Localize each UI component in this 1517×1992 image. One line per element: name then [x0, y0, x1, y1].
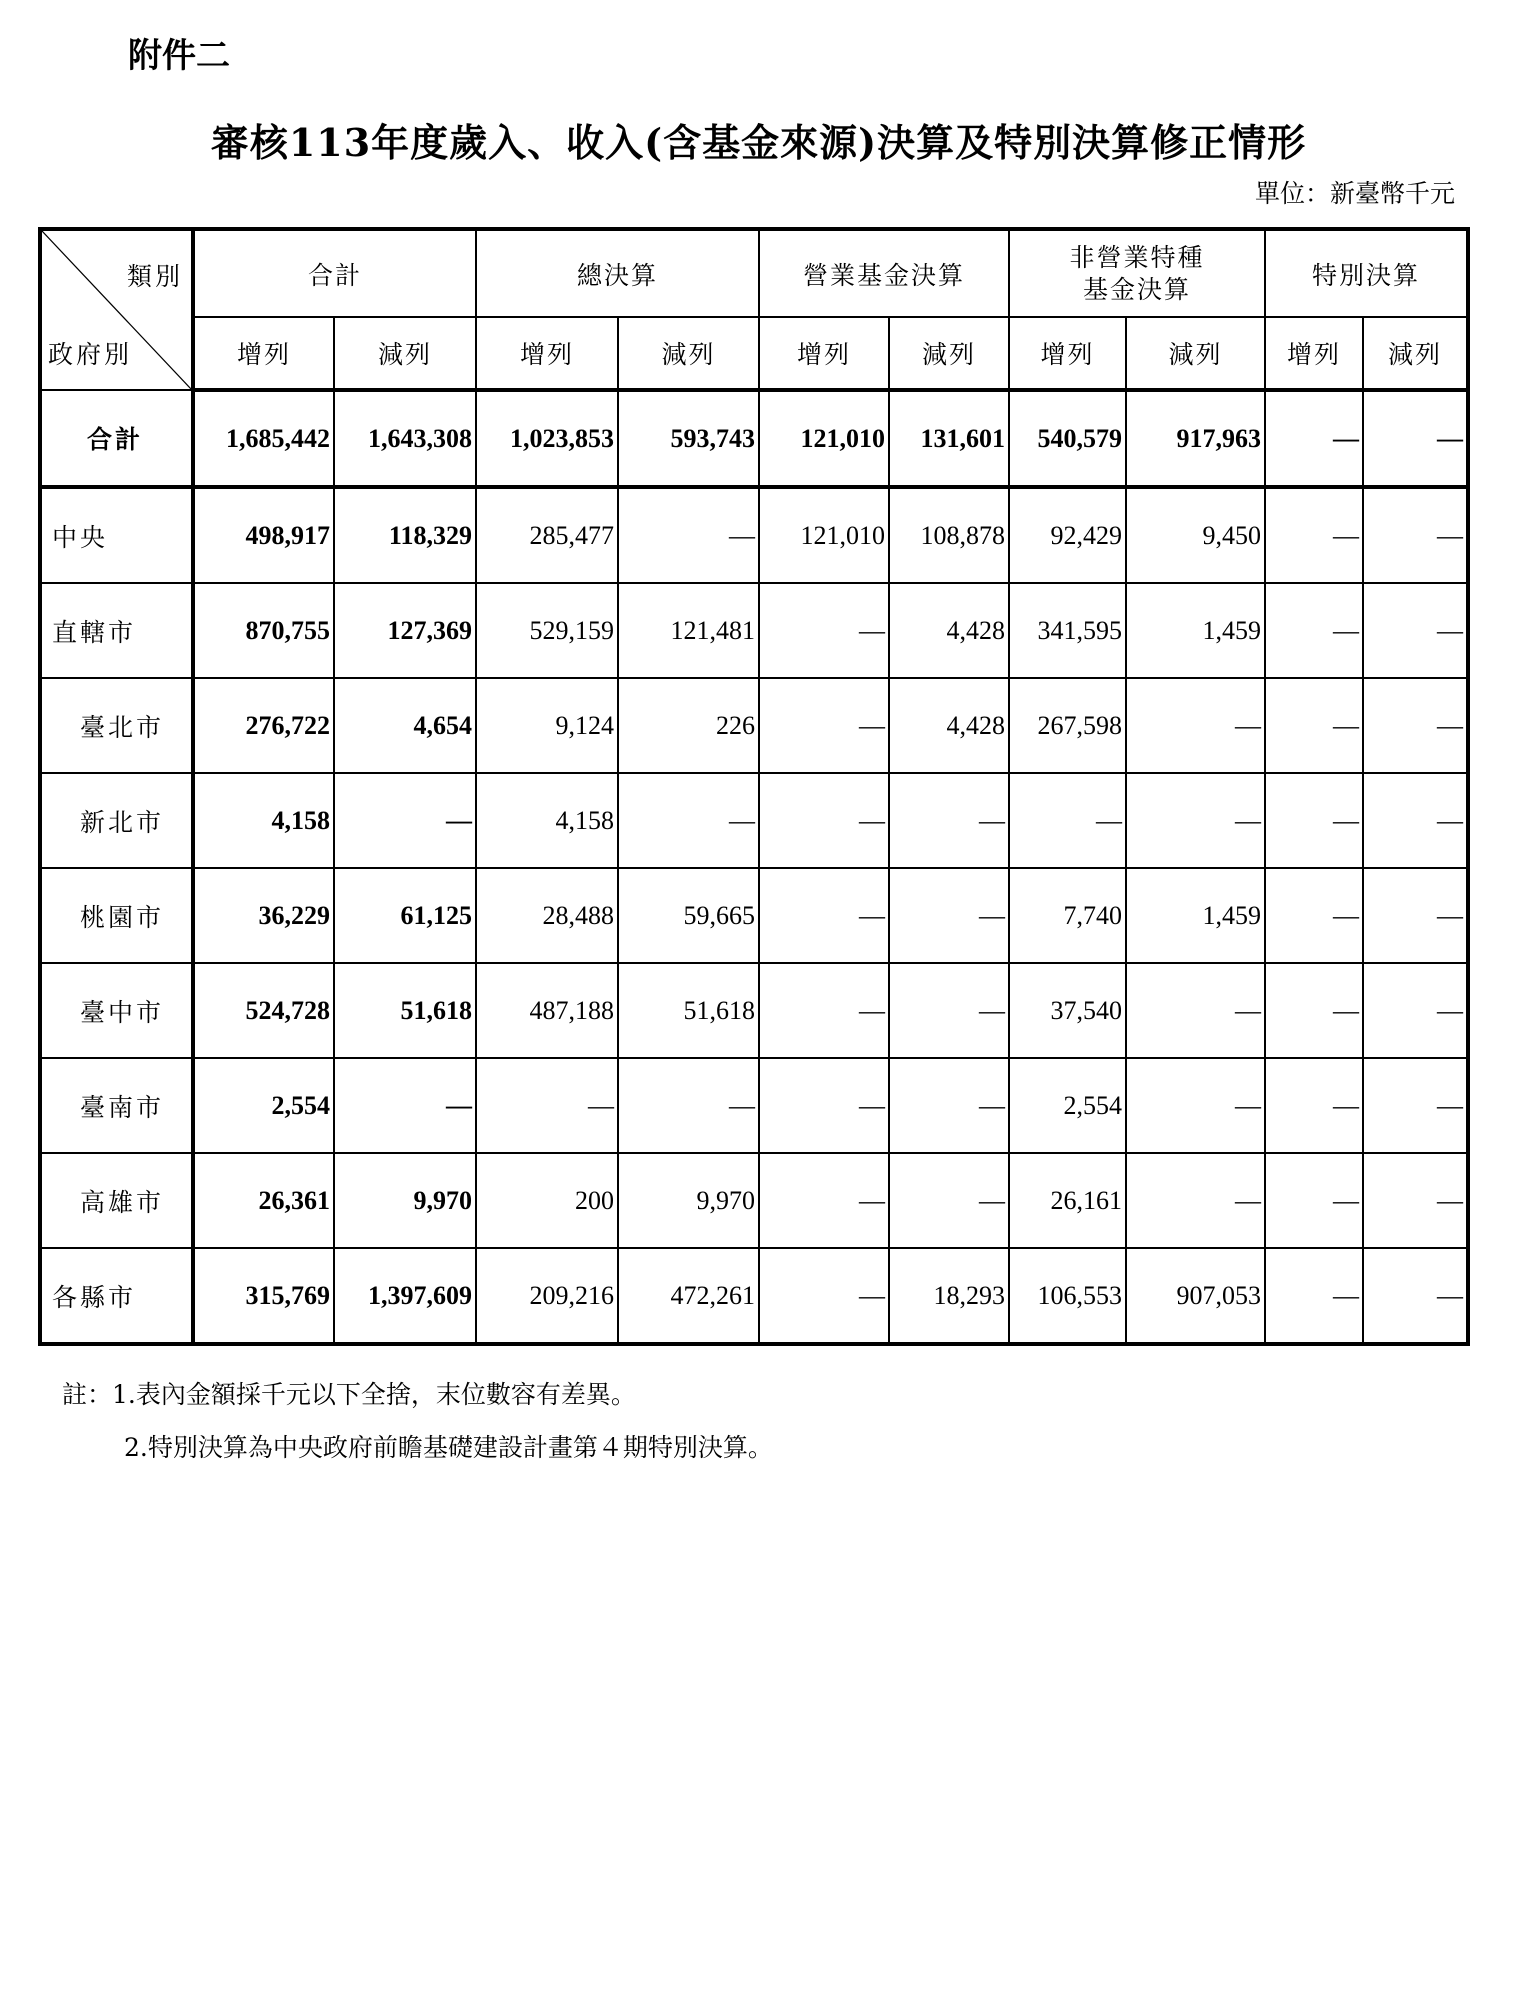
value-cell: —	[1265, 678, 1363, 773]
value-cell: —	[759, 1248, 889, 1344]
value-cell: 524,728	[193, 963, 334, 1058]
value-cell: —	[889, 1058, 1009, 1153]
value-cell: 2,554	[193, 1058, 334, 1153]
value-cell: 106,553	[1009, 1248, 1126, 1344]
group-general: 總決算	[476, 229, 759, 317]
value-cell: 226	[618, 678, 759, 773]
value-cell: —	[759, 1058, 889, 1153]
value-cell: —	[1363, 1153, 1468, 1248]
value-cell: —	[1363, 487, 1468, 583]
value-cell: —	[618, 487, 759, 583]
value-cell: 28,488	[476, 868, 618, 963]
value-cell: 18,293	[889, 1248, 1009, 1344]
value-cell: —	[759, 773, 889, 868]
note-2: 2.特別決算為中央政府前瞻基礎建設計畫第４期特別決算。	[124, 1433, 773, 1462]
table-row	[40, 963, 1468, 1058]
value-cell: 51,618	[618, 963, 759, 1058]
value-cell: 4,428	[889, 583, 1009, 678]
value-cell: 487,188	[476, 963, 618, 1058]
row-name: 高雄市	[40, 1153, 193, 1248]
value-cell: —	[759, 583, 889, 678]
value-cell: 121,481	[618, 583, 759, 678]
value-cell: 529,159	[476, 583, 618, 678]
value-cell: 127,369	[334, 583, 476, 678]
value-cell: 9,450	[1126, 487, 1265, 583]
value-cell: 267,598	[1009, 678, 1126, 773]
value-cell: —	[1363, 1058, 1468, 1153]
value-cell: 907,053	[1126, 1248, 1265, 1344]
subheader-increase: 增列	[759, 317, 889, 390]
subheader-decrease: 減列	[334, 317, 476, 390]
row-name: 直轄市	[40, 583, 193, 678]
subheader-increase: 增列	[1265, 317, 1363, 390]
unit-label: 單位：新臺幣千元	[1254, 179, 1455, 208]
value-cell: 4,158	[193, 773, 334, 868]
value-cell: 276,722	[193, 678, 334, 773]
value-cell: —	[1126, 773, 1265, 868]
value-cell: 1,459	[1126, 868, 1265, 963]
value-cell: —	[1265, 868, 1363, 963]
value-cell: —	[1265, 487, 1363, 583]
table-row	[40, 1248, 1468, 1344]
table-row	[40, 390, 1468, 487]
subheader-increase: 增列	[193, 317, 334, 390]
subheader-decrease: 減列	[889, 317, 1009, 390]
value-cell: 121,010	[759, 390, 889, 487]
value-cell: —	[1363, 868, 1468, 963]
subheader-decrease: 減列	[1363, 317, 1468, 390]
table-row	[40, 1153, 1468, 1248]
value-cell: 2,554	[1009, 1058, 1126, 1153]
value-cell: —	[1363, 1248, 1468, 1344]
value-cell: —	[889, 868, 1009, 963]
value-cell: 37,540	[1009, 963, 1126, 1058]
value-cell: —	[889, 773, 1009, 868]
value-cell: —	[334, 1058, 476, 1153]
group-total: 合計	[193, 229, 476, 317]
value-cell: —	[759, 1153, 889, 1248]
table-row	[40, 1058, 1468, 1153]
value-cell: 917,963	[1126, 390, 1265, 487]
value-cell: —	[759, 963, 889, 1058]
value-cell: 118,329	[334, 487, 476, 583]
value-cell: —	[1363, 963, 1468, 1058]
value-cell: —	[1265, 1058, 1363, 1153]
diagonal-header-cell	[40, 229, 193, 390]
value-cell: 51,618	[334, 963, 476, 1058]
value-cell: 108,878	[889, 487, 1009, 583]
value-cell: —	[1265, 583, 1363, 678]
value-cell: 209,216	[476, 1248, 618, 1344]
value-cell: 472,261	[618, 1248, 759, 1344]
subheader-decrease: 減列	[1126, 317, 1265, 390]
note-1: 註：1.表內金額採千元以下全捨，末位數容有差異。	[62, 1380, 636, 1409]
value-cell: —	[759, 868, 889, 963]
document-title: 審核113年度歲入、收入(含基金來源)決算及特別決算修正情形	[210, 120, 1307, 165]
value-cell: —	[1363, 583, 1468, 678]
group-business-fund: 營業基金決算	[759, 229, 1009, 317]
government-label: 政府別	[48, 340, 133, 369]
value-cell: 285,477	[476, 487, 618, 583]
table-row	[40, 487, 1468, 583]
value-cell: 59,665	[618, 868, 759, 963]
value-cell: 200	[476, 1153, 618, 1248]
value-cell: 4,428	[889, 678, 1009, 773]
row-name: 桃園市	[40, 868, 193, 963]
value-cell: —	[1265, 773, 1363, 868]
row-name: 中央	[40, 487, 193, 583]
table-row	[40, 773, 1468, 868]
annex-label: 附件二	[128, 36, 230, 76]
value-cell: —	[1126, 1058, 1265, 1153]
value-cell: 4,158	[476, 773, 618, 868]
value-cell: —	[1009, 773, 1126, 868]
value-cell: —	[1363, 390, 1468, 487]
value-cell: —	[1363, 678, 1468, 773]
value-cell: 315,769	[193, 1248, 334, 1344]
value-cell: 1,685,442	[193, 390, 334, 487]
group-nonbusiness-fund	[1009, 229, 1265, 317]
value-cell: 1,643,308	[334, 390, 476, 487]
group-nonbusiness-line1: 非營業特種	[1069, 242, 1205, 272]
subheader-decrease: 減列	[618, 317, 759, 390]
group-nonbusiness-line2: 基金決算	[1082, 274, 1191, 304]
value-cell: —	[476, 1058, 618, 1153]
notes	[62, 1368, 773, 1474]
value-cell: —	[1363, 773, 1468, 868]
value-cell: —	[1126, 1153, 1265, 1248]
value-cell: —	[334, 773, 476, 868]
value-cell: 593,743	[618, 390, 759, 487]
value-cell: —	[1126, 963, 1265, 1058]
value-cell: —	[759, 678, 889, 773]
value-cell: 1,459	[1126, 583, 1265, 678]
value-cell: —	[889, 1153, 1009, 1248]
value-cell: 1,397,609	[334, 1248, 476, 1344]
value-cell: 92,429	[1009, 487, 1126, 583]
value-cell: —	[1265, 390, 1363, 487]
value-cell: 36,229	[193, 868, 334, 963]
table-row	[40, 678, 1468, 773]
value-cell: 870,755	[193, 583, 334, 678]
value-cell: 26,361	[193, 1153, 334, 1248]
value-cell: 121,010	[759, 487, 889, 583]
value-cell: 540,579	[1009, 390, 1126, 487]
row-name: 臺南市	[40, 1058, 193, 1153]
value-cell: 498,917	[193, 487, 334, 583]
value-cell: —	[618, 773, 759, 868]
value-cell: 341,595	[1009, 583, 1126, 678]
row-name: 新北市	[40, 773, 193, 868]
value-cell: —	[1265, 963, 1363, 1058]
value-cell: —	[889, 963, 1009, 1058]
value-cell: 9,970	[618, 1153, 759, 1248]
category-label: 類別	[126, 262, 183, 291]
value-cell: 7,740	[1009, 868, 1126, 963]
value-cell: 9,970	[334, 1153, 476, 1248]
value-cell: —	[618, 1058, 759, 1153]
table-row	[40, 583, 1468, 678]
subheader-increase: 增列	[476, 317, 618, 390]
value-cell: —	[1265, 1248, 1363, 1344]
value-cell: 131,601	[889, 390, 1009, 487]
row-name: 各縣市	[40, 1248, 193, 1344]
value-cell: —	[1126, 678, 1265, 773]
table-row	[40, 868, 1468, 963]
value-cell: 61,125	[334, 868, 476, 963]
value-cell: 4,654	[334, 678, 476, 773]
row-name: 臺中市	[40, 963, 193, 1058]
revision-table	[38, 227, 1470, 1346]
row-name: 臺北市	[40, 678, 193, 773]
value-cell: —	[1265, 1153, 1363, 1248]
value-cell: 9,124	[476, 678, 618, 773]
subheader-increase: 增列	[1009, 317, 1126, 390]
group-special: 特別決算	[1265, 229, 1468, 317]
value-cell: 1,023,853	[476, 390, 618, 487]
row-name: 合計	[40, 390, 193, 487]
value-cell: 26,161	[1009, 1153, 1126, 1248]
